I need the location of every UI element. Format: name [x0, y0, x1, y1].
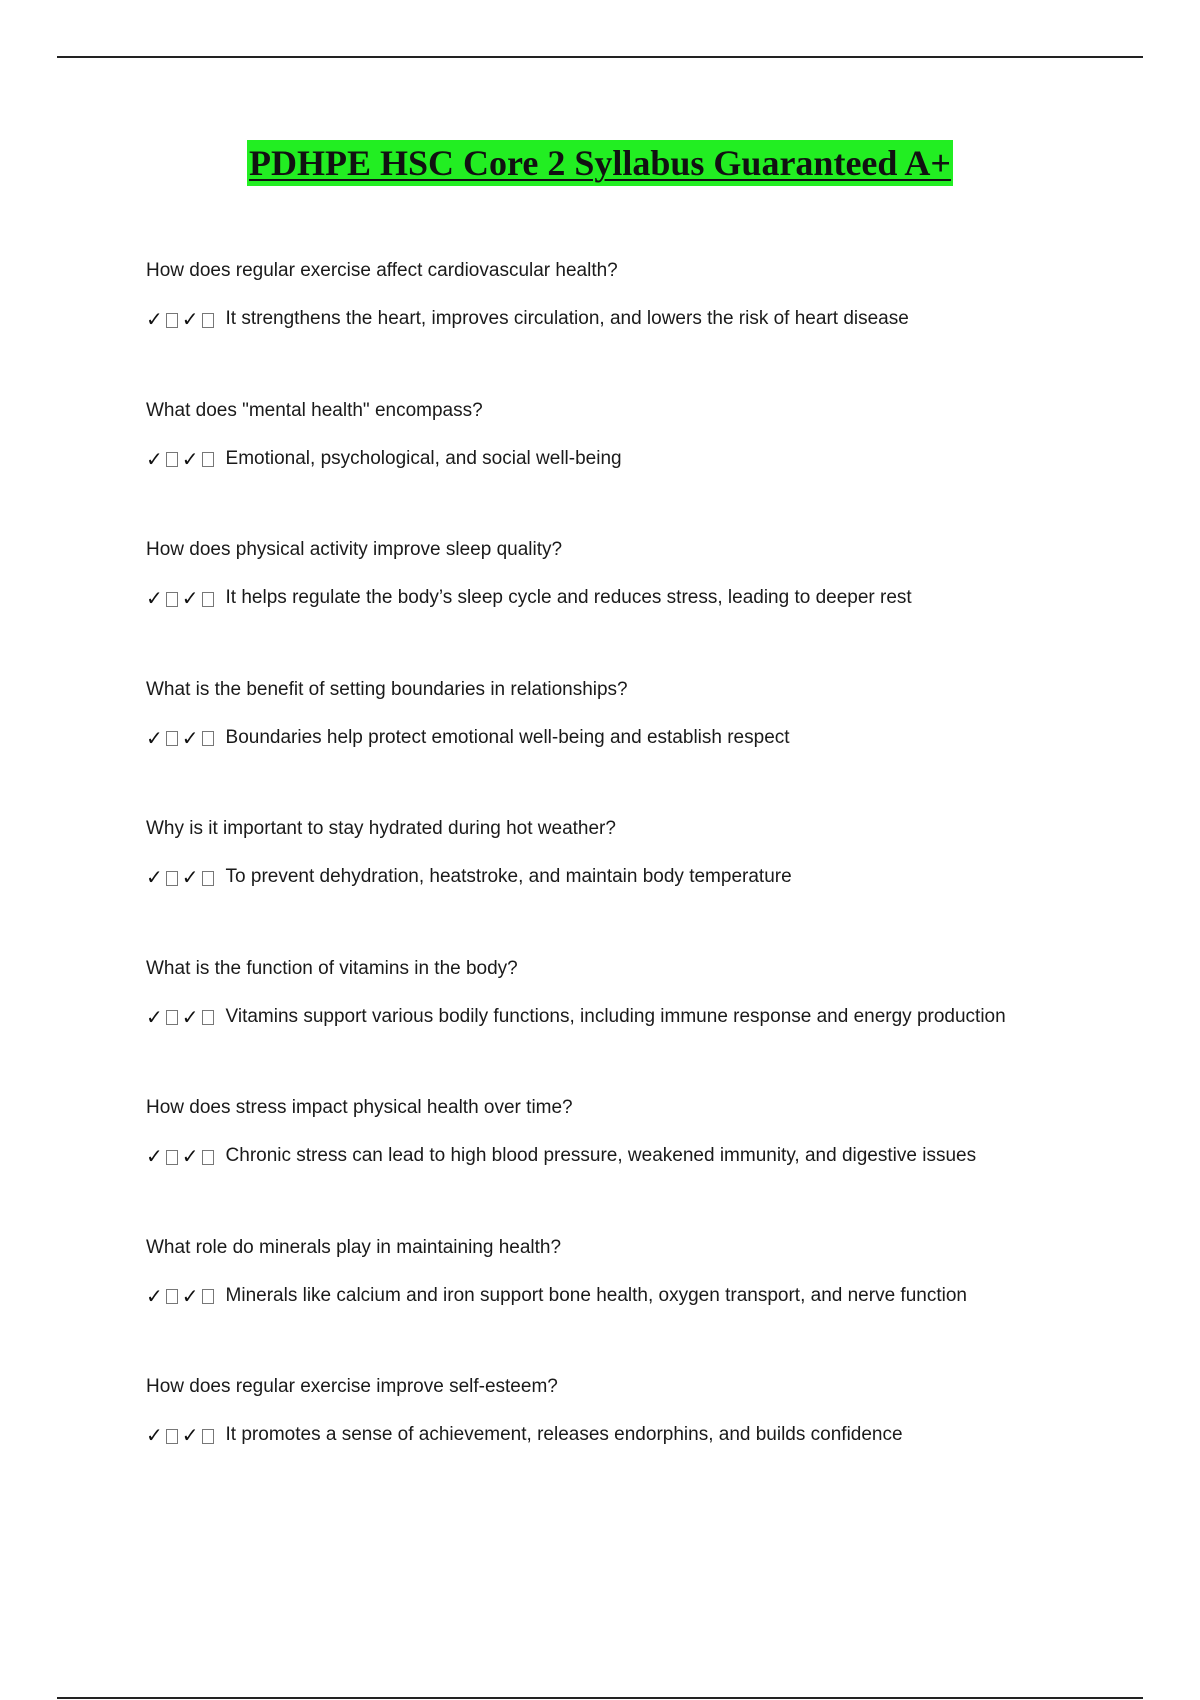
box-icon [166, 452, 178, 467]
check-icon: ✓ [146, 1283, 163, 1308]
check-icon: ✓ [181, 446, 199, 471]
answer-text: It strengthens the heart, improves circulation, and lowers the risk of heart disease [225, 308, 909, 329]
question-text: Why is it important to stay hydrated during hot weather? [146, 818, 616, 839]
box-icon [166, 1289, 178, 1304]
answer-row [146, 864, 1146, 890]
answer-marks [146, 306, 218, 332]
answer-row [146, 1422, 1146, 1448]
bottom-rule [57, 1697, 1143, 1699]
check-icon: ✓ [181, 865, 199, 889]
box-icon [202, 871, 214, 886]
check-icon: ✓ [181, 307, 199, 331]
answer-marks [146, 446, 218, 472]
qa-list [146, 258, 1146, 1514]
box-icon [166, 592, 178, 607]
top-rule [57, 56, 1143, 58]
check-icon: ✓ [146, 1004, 163, 1029]
qa-item [146, 1235, 1146, 1375]
answer-text: It helps regulate the body’s sleep cycle and reduces stress, leading to deeper rest [225, 587, 912, 608]
answer-text: It promotes a sense of achievement, releases endorphins, and builds confidence [225, 1424, 903, 1445]
answer-row [146, 1004, 1146, 1030]
answer-marks [146, 1422, 218, 1448]
box-icon [166, 313, 178, 328]
answer-text: Minerals like calcium and iron support bone health, oxygen transport, and nerve function [225, 1284, 967, 1306]
document-title: PDHPE HSC Core 2 Syllabus Guaranteed A+ [247, 140, 953, 186]
check-icon: ✓ [146, 1423, 163, 1447]
check-icon: ✓ [146, 446, 163, 471]
box-icon [202, 1289, 214, 1304]
check-icon: ✓ [181, 725, 199, 750]
check-icon: ✓ [146, 865, 163, 889]
box-icon [202, 1010, 214, 1025]
box-icon [202, 452, 214, 467]
box-icon [202, 731, 214, 746]
answer-row [146, 1143, 1146, 1169]
answer-row [146, 585, 1146, 611]
question-text: What is the function of vitamins in the body? [146, 957, 518, 979]
answer-text: To prevent dehydration, heatstroke, and maintain body temperature [225, 866, 792, 887]
check-icon: ✓ [181, 586, 199, 610]
box-icon [202, 313, 214, 328]
answer-marks [146, 585, 218, 611]
question-text: How does regular exercise improve self-esteem? [146, 1376, 558, 1397]
qa-item [146, 1374, 1146, 1514]
box-icon [202, 1429, 214, 1444]
box-icon [166, 1150, 178, 1165]
answer-marks [146, 1283, 218, 1309]
question-text: What does "mental health" encompass? [146, 399, 483, 421]
qa-item [146, 1095, 1146, 1235]
box-icon [202, 592, 214, 607]
check-icon: ✓ [181, 1144, 199, 1168]
qa-item [146, 677, 1146, 817]
answer-marks [146, 1143, 218, 1169]
answer-text: Vitamins support various bodily functions, including immune response and energy production [225, 1005, 1006, 1027]
check-icon: ✓ [146, 725, 163, 750]
check-icon: ✓ [181, 1004, 199, 1029]
check-icon: ✓ [146, 586, 163, 610]
answer-row [146, 306, 1146, 332]
box-icon [202, 1150, 214, 1165]
question-text: How does stress impact physical health over time? [146, 1097, 573, 1118]
qa-item [146, 258, 1146, 398]
title-container [0, 140, 1200, 186]
answer-text: Boundaries help protect emotional well-being and establish respect [225, 726, 790, 748]
answer-marks [146, 1004, 218, 1030]
answer-row [146, 725, 1146, 751]
qa-item [146, 537, 1146, 677]
box-icon [166, 731, 178, 746]
check-icon: ✓ [181, 1423, 199, 1447]
qa-item [146, 956, 1146, 1096]
check-icon: ✓ [181, 1283, 199, 1308]
answer-text: Emotional, psychological, and social well-being [225, 447, 622, 469]
question-text: How does physical activity improve sleep quality? [146, 539, 563, 560]
check-icon: ✓ [146, 1144, 163, 1168]
answer-text: Chronic stress can lead to high blood pressure, weakened immunity, and digestive issues [225, 1145, 977, 1166]
box-icon [166, 1010, 178, 1025]
answer-row [146, 446, 1146, 472]
answer-row [146, 1283, 1146, 1309]
question-text: What role do minerals play in maintaining health? [146, 1236, 562, 1258]
qa-item [146, 816, 1146, 956]
answer-marks [146, 864, 218, 890]
check-icon: ✓ [146, 307, 163, 331]
question-text: How does regular exercise affect cardiovascular health? [146, 260, 618, 281]
question-text: What is the benefit of setting boundaries in relationships? [146, 678, 628, 700]
answer-marks [146, 725, 218, 751]
qa-item [146, 398, 1146, 538]
box-icon [166, 1429, 178, 1444]
box-icon [166, 871, 178, 886]
